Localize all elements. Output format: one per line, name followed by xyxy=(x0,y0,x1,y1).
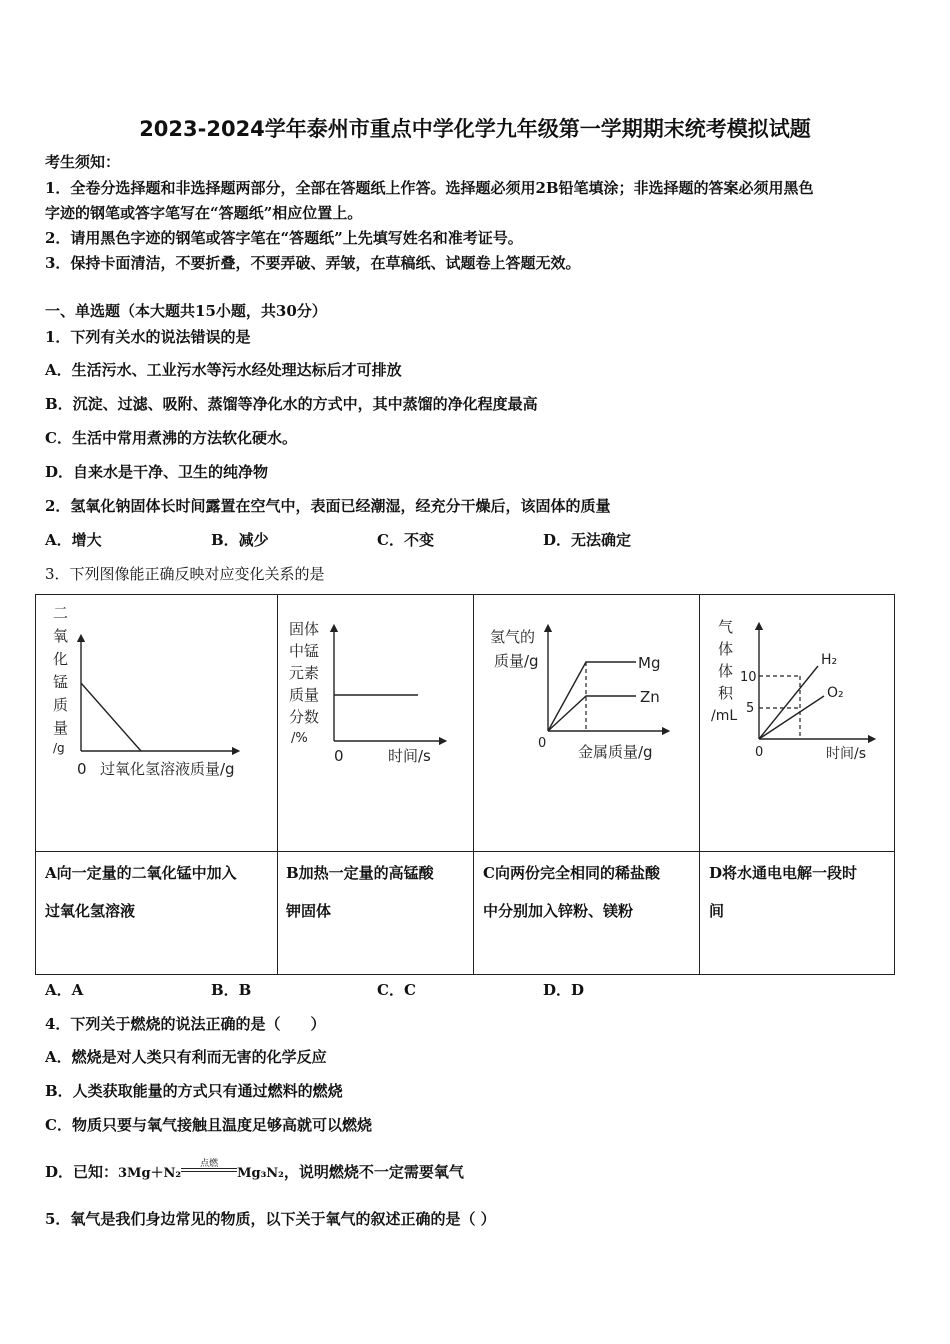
svg-text:/g: /g xyxy=(53,741,65,755)
svg-text:Mg: Mg xyxy=(638,654,661,672)
q3-option-c: C．C xyxy=(377,981,416,999)
q2-option-a: A．增大 xyxy=(45,531,102,549)
graph-d-origin: 0 xyxy=(755,745,764,760)
graph-b-caption: B加热一定量的高锰酸 钾固体 xyxy=(286,864,434,920)
svg-text:分数: 分数 xyxy=(289,708,320,726)
svg-text:锰: 锰 xyxy=(53,673,69,691)
svg-text:中锰: 中锰 xyxy=(289,642,320,660)
q2-option-b: B．减少 xyxy=(211,531,269,549)
svg-text:Zn: Zn xyxy=(640,688,660,706)
graph-a-xlabel: 过氧化氢溶液质量/g xyxy=(100,760,235,778)
q2-option-d: D．无法确定 xyxy=(543,531,632,549)
graph-b xyxy=(278,596,473,850)
svg-text:二: 二 xyxy=(53,604,69,622)
q4-option-b: B．人类获取能量的方式只有通过燃料的燃烧 xyxy=(45,1082,343,1100)
svg-text:量: 量 xyxy=(53,719,69,737)
svg-text:化: 化 xyxy=(53,650,69,668)
graph-a-ylabel xyxy=(53,604,68,755)
graph-d-caption: D将水通电电解一段时 间 xyxy=(709,864,858,920)
notice-item-1: 1．全卷分选择题和非选择题两部分，全部在答题纸上作答。选择题必须用2B铅笔填涂；非选择题的答案必须用黑色 xyxy=(45,179,814,197)
q4-option-d: D．已知：3Mg＋N₂ 点燃 Mg₃N₂，说明燃烧不一定需要氧气 xyxy=(45,1159,464,1181)
q1-option-b: B．沉淀、过滤、吸附、蒸馏等净化水的方式中，其中蒸馏的净化程度最高 xyxy=(45,395,538,413)
graph-d xyxy=(700,596,894,850)
graph-d-series-o2 xyxy=(759,685,844,739)
q3-option-b: B．B xyxy=(211,981,252,999)
notice-heading: 考生须知： xyxy=(45,153,121,171)
graph-c xyxy=(474,596,698,850)
graph-d-ylabel xyxy=(711,618,737,724)
graph-a-caption: A向一定量的二氧化锰中加入 过氧化氢溶液 xyxy=(45,864,237,920)
q3-option-a: A．A xyxy=(45,981,84,999)
graph-a-series xyxy=(81,683,141,751)
svg-text:/%: /% xyxy=(291,731,308,746)
graph-d-series-h2 xyxy=(759,652,837,739)
notice-item-3: 3．保持卡面清洁，不要折叠，不要弄破、弄皱，在草稿纸、试题卷上答题无效。 xyxy=(45,254,581,272)
svg-text:质量: 质量 xyxy=(289,686,320,704)
graph-d-tick-10: 10 xyxy=(740,670,757,685)
section-heading: 一、单选题（本大题共15小题，共30分） xyxy=(45,302,327,320)
graph-d-xlabel: 时间/s xyxy=(826,746,867,762)
q4-option-c: C．物质只要与氧气接触且温度足够高就可以燃烧 xyxy=(45,1116,372,1134)
svg-text:体: 体 xyxy=(718,640,734,658)
graph-a xyxy=(36,596,276,850)
q1-option-d: D．自来水是干净、卫生的纯净物 xyxy=(45,463,269,481)
q5-stem: 5．氧气是我们身边常见的物质，以下关于氧气的叙述正确的是（ ） xyxy=(45,1210,496,1228)
graph-c-caption: C向两份完全相同的稀盐酸 中分别加入锌粉、镁粉 xyxy=(483,864,660,920)
svg-text:H₂: H₂ xyxy=(821,652,838,668)
svg-text:元素: 元素 xyxy=(289,664,320,682)
graph-c-origin: 0 xyxy=(538,736,547,751)
q4-stem: 4．下列关于燃烧的说法正确的是（ ） xyxy=(45,1015,326,1033)
svg-text:积: 积 xyxy=(718,684,734,702)
q2-stem: 2．氢氧化钠固体长时间露置在空气中，表面已经潮湿，经充分干燥后，该固体的质量 xyxy=(45,497,611,515)
svg-text:质: 质 xyxy=(53,696,69,714)
graph-a-origin: 0 xyxy=(77,760,87,778)
notice-item-2: 2．请用黑色字迹的钢笔或答字笔在“答题纸”上先填写姓名和准考证号。 xyxy=(45,229,523,247)
page-title: 2023-2024学年泰州市重点中学化学九年级第一学期期末统考模拟试题 xyxy=(139,117,811,141)
svg-text:气: 气 xyxy=(718,618,734,636)
reaction-condition: 点燃 xyxy=(200,1159,219,1169)
svg-text:体: 体 xyxy=(718,662,734,680)
svg-text:氧: 氧 xyxy=(53,627,69,645)
q2-option-c: C．不变 xyxy=(377,531,434,549)
graph-b-ylabel xyxy=(289,620,319,746)
graph-d-tick-5: 5 xyxy=(746,701,755,716)
graph-b-origin: 0 xyxy=(334,747,344,765)
q1-option-a: A．生活污水、工业污水等污水经处理达标后才可排放 xyxy=(45,361,402,379)
notice-item-1-cont: 字迹的钢笔或答字笔写在“答题纸”相应位置上。 xyxy=(45,204,363,222)
q4-option-a: A．燃烧是对人类只有利而无害的化学反应 xyxy=(45,1048,327,1066)
svg-text:/mL: /mL xyxy=(711,708,738,724)
graph-b-xlabel: 时间/s xyxy=(388,747,431,765)
q1-stem: 1．下列有关水的说法错误的是 xyxy=(45,328,251,346)
graph-c-ylabel xyxy=(490,628,539,670)
svg-text:氢气的: 氢气的 xyxy=(490,628,536,646)
graph-c-series-zn xyxy=(548,688,660,731)
svg-text:质量/g: 质量/g xyxy=(494,652,539,670)
q3-stem: 3．下列图像能正确反映对应变化关系的是 xyxy=(45,565,325,583)
q3-option-d: D．D xyxy=(543,981,585,999)
svg-text:O₂: O₂ xyxy=(827,685,844,701)
q1-option-c: C．生活中常用煮沸的方法软化硬水。 xyxy=(45,429,297,447)
svg-text:固体: 固体 xyxy=(289,620,320,638)
graph-c-xlabel: 金属质量/g xyxy=(578,743,653,761)
